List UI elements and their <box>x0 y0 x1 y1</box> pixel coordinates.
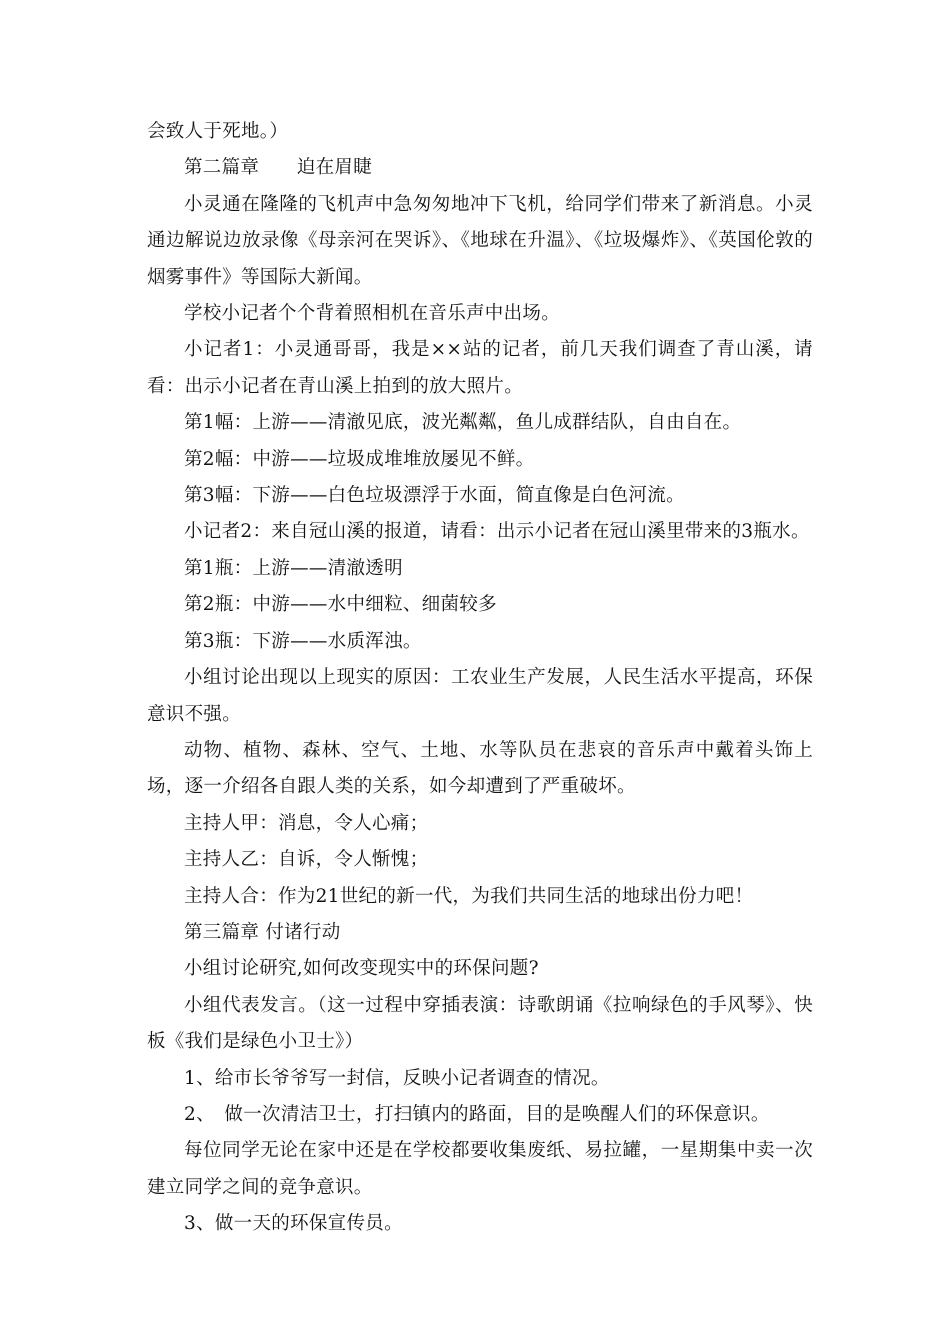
numbered-item: 1、给市长爷爷写一封信，反映小记者调查的情况。 <box>184 1067 610 1089</box>
paragraph: 小灵通在隆隆的飞机声中急匆匆地冲下飞机，给同学们带来了新消息。小灵通边解说边放录像《母亲河在哭诉》、《地球在升温》、《垃圾爆炸》、《英国伦敦的烟雾事件》等国际大新闻。 <box>147 193 813 288</box>
paragraph-continuation: 会致人于死地。） <box>147 121 289 142</box>
chapter-heading-2: 第二篇章 迫在眉睫 <box>184 157 373 179</box>
document-body <box>147 114 813 1243</box>
paragraph: 学校小记者个个背着照相机在音乐声中出场。 <box>184 303 561 325</box>
chapter-heading-3: 第三篇章 付诸行动 <box>184 921 341 943</box>
list-item: 第1瓶：上游——清澈透明 <box>184 557 403 579</box>
list-item: 第1幅：上游——清澈见底，波光粼粼，鱼儿成群结队，自由自在。 <box>184 412 742 434</box>
numbered-item: 2、 做一次清洁卫士，打扫镇内的路面，目的是唤醒人们的环保意识。 <box>184 1103 770 1125</box>
paragraph: 小组讨论出现以上现实的原因：工农业生产发展，人民生活水平提高，环保意识不强。 <box>147 667 813 725</box>
dialogue-line: 主持人甲：消息，令人心痛； <box>184 812 429 834</box>
dialogue-line: 主持人合：作为21世纪的新一代，为我们共同生活的地球出份力吧！ <box>184 885 754 907</box>
paragraph: 每位同学无论在家中还是在学校都要收集废纸、易拉罐，一星期集中卖一次建立同学之间的竞争意识。 <box>147 1140 813 1198</box>
paragraph: 小记者2：来自冠山溪的报道，请看：出示小记者在冠山溪里带来的3瓶水。 <box>184 521 810 543</box>
paragraph: 动物、植物、森林、空气、土地、水等队员在悲哀的音乐声中戴着头饰上场，逐一介绍各自跟人类的关系，如今却遭到了严重破坏。 <box>147 739 813 798</box>
paragraph: 小记者1：小灵通哥哥，我是××站的记者，前几天我们调查了青山溪，请看：出示小记者在青山溪上拍到的放大照片。 <box>147 339 813 397</box>
paragraph: 小组代表发言。（这一过程中穿插表演：诗歌朗诵《拉响绿色的手风琴》、快板《我们是绿色小卫士》） <box>147 994 813 1053</box>
numbered-item: 3、做一天的环保宣传员。 <box>184 1213 403 1235</box>
list-item: 第2瓶：中游——水中细粒、细菌较多 <box>184 594 497 616</box>
dialogue-line: 主持人乙：自诉，令人惭愧； <box>184 849 429 871</box>
list-item: 第3瓶：下游——水质浑浊。 <box>184 630 422 652</box>
list-item: 第2幅：中游——垃圾成堆堆放屡见不鲜。 <box>184 448 535 470</box>
list-item: 第3幅：下游——白色垃圾漂浮于水面，简直像是白色河流。 <box>184 485 685 507</box>
paragraph: 小组讨论研究,如何改变现实中的环保问题? <box>184 958 539 980</box>
